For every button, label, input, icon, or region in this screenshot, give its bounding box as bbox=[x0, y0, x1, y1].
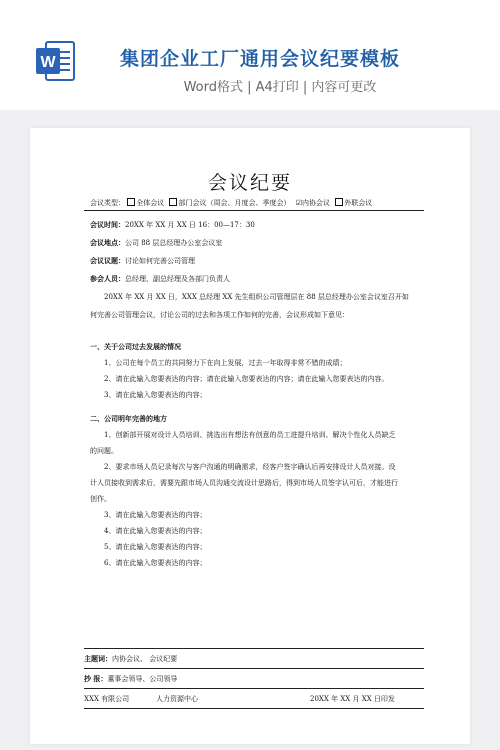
cc-row: 抄 报：董事会领导、公司领导 bbox=[84, 674, 178, 683]
document-page bbox=[30, 128, 470, 744]
intro-line: 20XX 年 XX 月 XX 日，XXX 总经理 XX 先生组织公司管理层在 88 层总经理办公室会议室召开如 bbox=[104, 293, 409, 301]
meeting-time-row: 会议时间：20XX 年 XX 月 XX 日 16：00—17：30 bbox=[90, 220, 255, 229]
page-header bbox=[0, 0, 500, 120]
meeting-type-row bbox=[90, 198, 372, 208]
list-item: 3、请在此输入您要表达的内容； bbox=[104, 511, 207, 519]
meeting-type-label: 会议类型： bbox=[90, 199, 125, 207]
divider bbox=[84, 648, 424, 649]
type-option: 内协会议 bbox=[301, 199, 330, 207]
type-option: 部门会议（周会、月度会、季度会） bbox=[178, 199, 291, 207]
divider bbox=[84, 688, 424, 689]
list-item: 5、请在此输入您要表达的内容； bbox=[104, 543, 207, 551]
section-title: 一、关于公司过去发展的情况 bbox=[90, 342, 181, 351]
document-title: 会议纪要 bbox=[207, 172, 292, 194]
meeting-topic-row: 会议议题：讨论如何完善公司管理 bbox=[90, 256, 195, 265]
list-item: 创作。 bbox=[90, 495, 111, 503]
word-icon bbox=[34, 40, 76, 82]
section-title: 二、公司明年完善的地方 bbox=[90, 414, 167, 423]
template-title: 集团企业工厂通用会议纪要模板 bbox=[120, 48, 401, 70]
keywords-row: 主题词：内协会议、 会议纪要 bbox=[84, 654, 178, 663]
divider bbox=[84, 210, 424, 211]
list-item: 6、请在此输入您要表达的内容； bbox=[104, 559, 207, 567]
list-item: 2、要求市场人员记录每次与客户沟通的明确需求，经客户签字确认后再安排设计人员对接。设 bbox=[104, 463, 396, 471]
divider bbox=[84, 668, 424, 669]
print-date: 20XX 年 XX 月 XX 日印发 bbox=[310, 695, 395, 703]
list-item: 3、请在此输入您要表达的内容； bbox=[104, 391, 207, 399]
type-option: 全体会议 bbox=[136, 199, 165, 207]
list-item: 1、公司在每个员工的共同努力下在向上发展，过去一年取得非常不错的成绩； bbox=[104, 359, 347, 367]
divider bbox=[84, 708, 424, 709]
type-option: 外联会议 bbox=[344, 199, 373, 207]
template-subtitle: Word格式 | A4打印 | 内容可更改 bbox=[183, 80, 377, 95]
checked-checkbox-icon: ☑ bbox=[295, 199, 302, 207]
svg-text:W: W bbox=[40, 54, 56, 71]
meeting-place-row: 会议地点：公司 88 层总经理办公室会议室 bbox=[90, 238, 223, 247]
checkbox-icon bbox=[127, 198, 135, 206]
list-item: 2、请在此输入您要表达的内容；请在此输入您要表达的内容；请在此输入您要表达的内容。 bbox=[104, 375, 389, 383]
list-item: 4、请在此输入您要表达的内容； bbox=[104, 527, 207, 535]
intro-line: 何完善公司管理会议，讨论公司的过去和各项工作如何的完善，会议形成如下意见： bbox=[90, 311, 349, 319]
department-name: 人力资源中心 bbox=[156, 695, 198, 703]
list-item: 的问题。 bbox=[90, 447, 118, 455]
checkbox-icon bbox=[335, 198, 343, 206]
list-item: 计人员接收到需求后，需要先跟市场人员沟通交流设计思路后，得到市场人员签字认可后，才能进行 bbox=[90, 479, 398, 487]
attendees-row: 参会人员：总经理、副总经理及各部门负责人 bbox=[90, 274, 230, 283]
list-item: 1、创新部开展对设计人员培训、挑选出有想法有创意的员工进提升培训、解决个性化人员缺乏 bbox=[104, 431, 396, 439]
checkbox-icon bbox=[169, 198, 177, 206]
company-name: XXX 有限公司 bbox=[84, 695, 130, 703]
